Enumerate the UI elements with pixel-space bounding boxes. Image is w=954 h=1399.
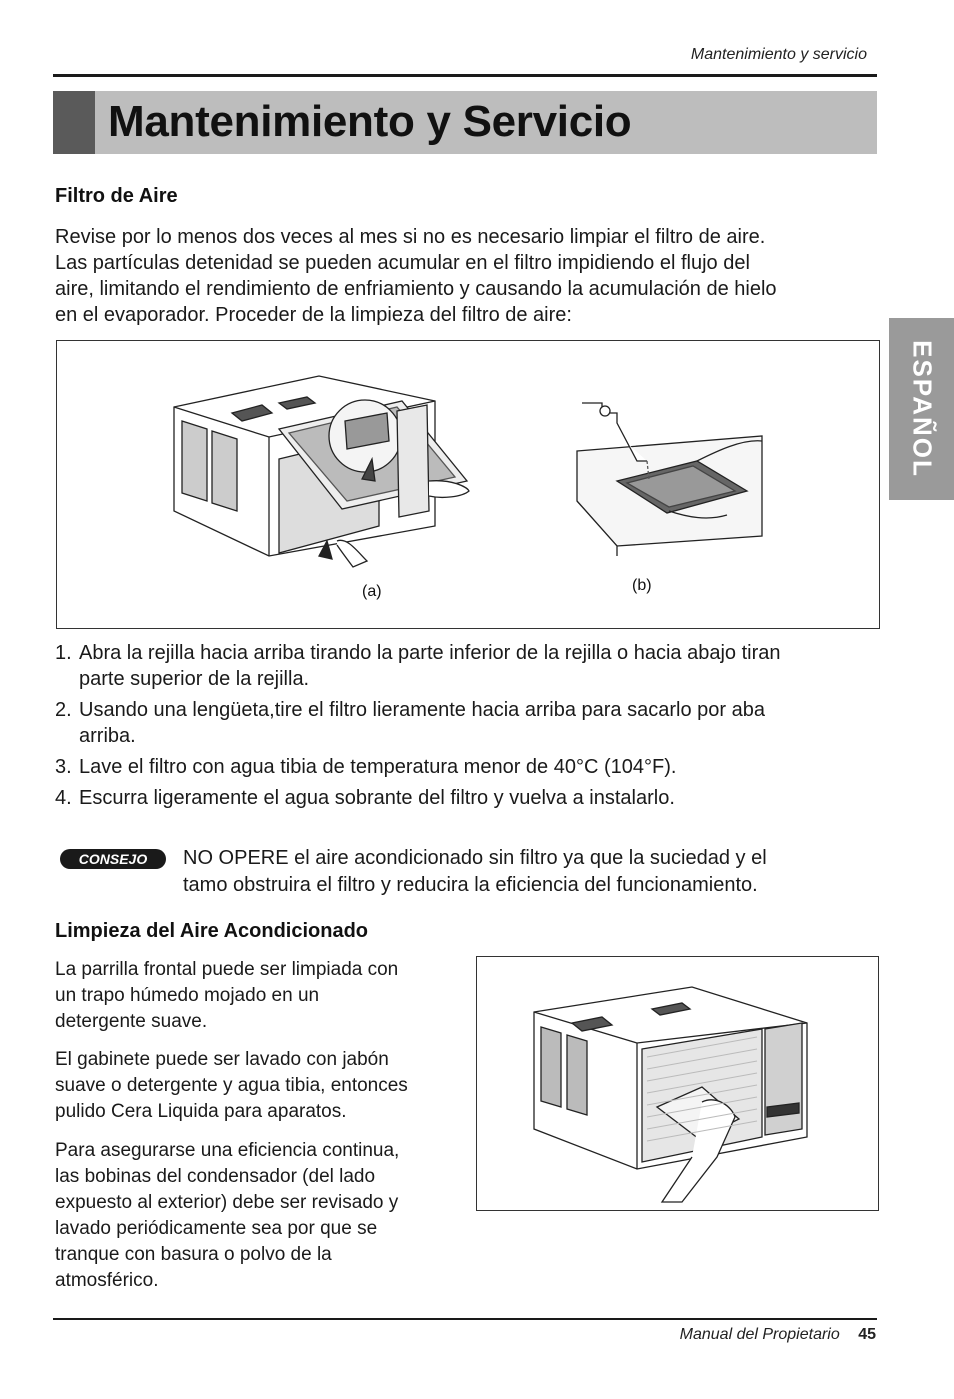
cleaning-line: lavado periódicamente sea por que se	[55, 1218, 378, 1239]
air-filter-heading: Filtro de Aire	[55, 185, 178, 207]
footer	[680, 1326, 876, 1344]
intro-line: Revise por lo menos dos veces al mes si no es necesario limpiar el filtro de aire.	[55, 226, 766, 248]
sink-illustration-b	[577, 403, 762, 556]
step-number: 2.	[55, 699, 72, 721]
step-line: parte superior de la rejilla.	[79, 668, 310, 690]
tip-line: tamo obstruira el filtro y reducira la eficiencia del funcionamiento.	[183, 874, 758, 896]
top-rule	[53, 74, 877, 77]
air-filter-intro	[55, 224, 885, 328]
cleaning-paragraph	[55, 957, 465, 1035]
step-line: Usando una lengüeta,tire el filtro lieramente hacia arriba para sacarlo por aba	[79, 699, 765, 721]
step-line: Escurra ligeramente el agua sobrante del filtro y vuelva a instalarlo.	[79, 787, 675, 809]
cleaning-line: detergente suave.	[55, 1011, 208, 1032]
filter-figure	[56, 340, 880, 629]
cleaning-heading: Limpieza del Aire Acondicionado	[55, 920, 369, 942]
step-number: 3.	[55, 756, 72, 778]
cleaning-line: La parrilla frontal puede ser limpiada con	[55, 959, 399, 980]
tip-badge: CONSEJO	[60, 849, 166, 869]
ac-unit-illustration-a	[174, 376, 469, 567]
cleaning-line: las bobinas del condensador (del lado	[55, 1166, 376, 1187]
language-tab-label: ESPAÑOL	[907, 340, 937, 478]
title-accent-block	[53, 91, 95, 154]
step-number: 4.	[55, 787, 72, 809]
cleaning-line: Para asegurarse una eficiencia continua,	[55, 1140, 400, 1161]
intro-line: Las partículas detenidad se pueden acumular en el filtro impidiendo el flujo del	[55, 252, 750, 274]
bottom-rule	[53, 1318, 877, 1320]
tip-text	[183, 845, 873, 899]
page-title: Mantenimiento y Servicio	[108, 97, 632, 146]
page-number: 45	[858, 1326, 876, 1343]
cleaning-line: un trapo húmedo mojado en un	[55, 985, 320, 1006]
intro-line: aire, limitando el rendimiento de enfriamiento y causando la acumulación de hielo	[55, 278, 777, 300]
cleaning-paragraph	[55, 1047, 465, 1125]
intro-line: en el evaporador. Proceder de la limpieza del filtro de aire:	[55, 304, 572, 326]
cleaning-line: El gabinete puede ser lavado con jabón	[55, 1049, 389, 1070]
cleaning-paragraph	[55, 1138, 465, 1294]
cleaning-line: pulido Cera Liquida para aparatos.	[55, 1101, 347, 1122]
step-item	[55, 754, 885, 780]
running-header: Mantenimiento y servicio	[690, 46, 867, 63]
step-item	[55, 785, 885, 811]
language-side-tab	[889, 318, 954, 500]
filter-steps-list	[55, 640, 885, 816]
tip-line: NO OPERE el aire acondicionado sin filtro ya que la suciedad y el	[183, 847, 767, 869]
cleaning-line: suave o detergente y agua tibia, entonces	[55, 1075, 408, 1096]
figure-label-a: (a)	[362, 583, 382, 600]
step-line: arriba.	[79, 725, 136, 747]
filter-figure-drawing	[57, 341, 879, 628]
step-number: 1.	[55, 642, 72, 664]
step-line: Lave el filtro con agua tibia de temperatura menor de 40°C (104°F).	[79, 756, 677, 778]
cleaning-line: atmosférico.	[55, 1270, 159, 1291]
step-item	[55, 640, 885, 692]
step-item	[55, 697, 885, 749]
title-band	[53, 91, 877, 154]
footer-label: Manual del Propietario	[679, 1326, 840, 1343]
cleaning-figure	[476, 956, 879, 1211]
figure-label-b: (b)	[632, 577, 652, 594]
cleaning-line: tranque con basura o polvo de la	[55, 1244, 332, 1265]
step-line: Abra la rejilla hacia arriba tirando la parte inferior de la rejilla o hacia abajo tiran	[79, 642, 781, 664]
cleaning-figure-drawing	[477, 957, 878, 1210]
cleaning-line: expuesto al exterior) debe ser revisado y	[55, 1192, 399, 1213]
